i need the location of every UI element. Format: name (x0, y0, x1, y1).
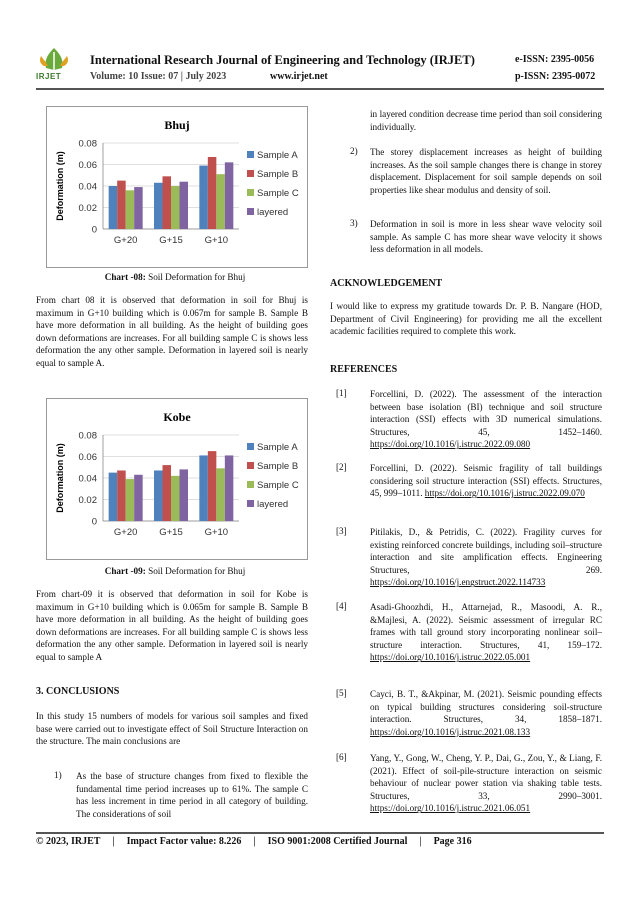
bar-sample-b-gplus15 (163, 176, 172, 229)
y-axis-label: Deformation (m) (55, 151, 65, 221)
reference-3-number: [3] (336, 526, 347, 536)
legend-label: Sample B (257, 461, 299, 472)
x-tick-label: G+15 (159, 527, 183, 538)
reference-4-doi-link[interactable]: https://doi.org/10.1016/j.istruc.2022.05.001 (370, 652, 531, 663)
logo-text: IRJET (36, 72, 62, 81)
conclusion-item-2-number: 2) (350, 146, 358, 156)
x-tick-label: G+15 (159, 235, 183, 246)
volume-issue: Volume: 10 Issue: 07 | July 2023 (90, 71, 227, 82)
bar-layered-gplus15 (180, 469, 189, 521)
legend-label: Sample C (257, 188, 299, 199)
chart-title: Bhuj (164, 118, 190, 132)
y-tick-label: 0.02 (78, 495, 97, 506)
y-tick-label: 0.08 (78, 430, 97, 442)
bar-sample-a-gplus20 (109, 473, 118, 521)
legend-label: layered (257, 499, 289, 510)
reference-3: Pitilakis, D., & Petridis, C. (2022). Fragility curves for existing reinforced concrete buildings, including soil–structure interaction and site amplification effects. Engineering Structures, 269. https://doi.org/10.1016/j.engstruct.2022.114733 (370, 527, 602, 588)
conclusion-item-3-number: 3) (350, 218, 358, 228)
legend-swatch (247, 462, 254, 469)
reference-4-number: [4] (336, 601, 347, 611)
legend-swatch (247, 481, 254, 488)
x-tick-label: G+20 (113, 235, 138, 246)
x-tick-label: G+10 (204, 527, 229, 538)
acknowledgement-text: I would like to express my gratitude towards Dr. P. B. Nangare (HOD, Department of Civil Engineering) for providing me all the excellent academic facilities required to complete this work. (330, 301, 602, 337)
y-tick-label: 0.04 (78, 181, 97, 193)
pissn: p-ISSN: 2395-0072 (515, 71, 596, 82)
conclusion-item-1-continued: in layered condition decrease time period than soil considering individually. (370, 109, 602, 132)
bar-sample-c-gplus15 (171, 186, 180, 229)
legend-label: Sample A (257, 442, 298, 453)
reference-6: Yang, Y., Gong, W., Cheng, Y. P., Dai, G., Zou, Y., & Liang, F. (2021). Effect of soil-pile-structure interaction on seismic behaviour of nuclear power station via shaking table tests. Structures, 33, 2990–3001. https://doi.org/10.1016/j.istruc.2021.06.051 (370, 753, 602, 814)
conclusion-item-1-number: 1) (54, 770, 62, 780)
chart-bhuj-svg (47, 107, 307, 267)
chart-bhuj (46, 106, 308, 268)
bar-sample-a-gplus20 (109, 186, 118, 229)
footer: © 2023, IRJET | Impact Factor value: 8.226 | ISO 9001:2008 Certified Journal | Page 316 (36, 836, 472, 847)
bar-layered-gplus10 (225, 162, 234, 229)
bar-sample-b-gplus20 (117, 470, 126, 521)
reference-3-doi-link[interactable]: https://doi.org/10.1016/j.engstruct.2022.114733 (370, 577, 546, 588)
references-heading: REFERENCES (330, 364, 398, 375)
legend-swatch (247, 170, 254, 177)
paragraph-chart-09: From chart-09 it is observed that deformation in soil for Kobe is maximum in G+10 building which is 0.065m for sample B. Sample B have more deformation in all building. As the height of building goes down deformations are increases. For all building sample C is shows less deformation the any other sample. Deformation in layered soil is nearly equal to sample A (36, 589, 308, 662)
bar-sample-c-gplus10 (216, 174, 225, 229)
paragraph-chart-08: From chart 08 it is observed that deformation in soil for Bhuj is maximum in G+10 building which is 0.067m for sample B. Sample B have more deformation in all building. As the height of building goes down deformations are increases. For all building sample C is shows less deformation the any other sample. Deformation in layered soil is nearly equal to sample A. (36, 295, 308, 368)
y-tick-label: 0 (91, 224, 97, 236)
conclusions-intro: In this study 15 numbers of models for various soil samples and fixed base were carried out to investigate effect of Soil Structure Interaction on the structure. The main conclusions are (36, 711, 308, 747)
conclusion-item-3-text: Deformation in soil is more in less shear wave velocity soil sample. As sample C has more shear wave velocity it shows less deformation in all models. (370, 219, 602, 255)
chart-09-caption: Chart -09: Soil Deformation for Bhuj (104, 566, 246, 576)
reference-2: Forcellini, D. (2022). Seismic fragility of tall buildings considering soil structure interaction (SSI) effects. Structures, 45, 999–1011. https://doi.org/10.1016/j.istruc.2022.09.070 (370, 463, 602, 499)
y-axis-label: Deformation (m) (55, 443, 65, 513)
footer-page-number: Page 316 (433, 836, 472, 847)
bar-layered-gplus20 (134, 187, 143, 229)
y-tick-label: 0.04 (78, 473, 97, 485)
y-tick-label: 0 (91, 516, 97, 528)
y-tick-label: 0.08 (78, 138, 97, 150)
bar-sample-a-gplus10 (199, 455, 208, 521)
eissn: e-ISSN: 2395-0056 (515, 54, 595, 65)
reference-4: Asadi-Ghoozhdi, H., Attarnejad, R., Masoodi, A. R., &Majlesi, A. (2022). Seismic assessment of irregular RC frames with tall ground story incorporating nonlinear soil–structure interaction. Structures, 41, 159–172. https://doi.org/10.1016/j.istruc.2022.05.001 (370, 602, 602, 663)
acknowledgement-heading: ACKNOWLEDGEMENT (330, 278, 443, 289)
reference-1-number: [1] (336, 388, 347, 398)
reference-2-number: [2] (336, 462, 347, 472)
x-tick-label: G+10 (204, 235, 229, 246)
bar-sample-c-gplus10 (216, 468, 225, 521)
x-tick-label: G+20 (113, 527, 138, 538)
chart-kobe (46, 398, 308, 560)
legend-swatch (247, 189, 254, 196)
conclusions-heading: 3. CONCLUSIONS (36, 686, 120, 697)
journal-title: International Research Journal of Engineering and Technology (IRJET) (90, 53, 475, 67)
y-tick-label: 0.06 (78, 160, 97, 171)
footer-copyright: © 2023, IRJET (36, 836, 101, 847)
footer-iso: ISO 9001:2008 Certified Journal (267, 836, 408, 847)
reference-2-doi-link[interactable]: https://doi.org/10.1016/j.istruc.2022.09.070 (424, 488, 585, 499)
irjet-logo-icon (38, 46, 70, 72)
conclusion-item-2-text: The storey displacement increases as height of building increases. As the soil sample changes there is change in storey displacement. Displacement for soil sample depends on soil properties like shear modulus and density of soil. (370, 147, 602, 195)
chart-title: Kobe (163, 410, 191, 424)
reference-5: Cayci, B. T., &Akpinar, M. (2021). Seismic pounding effects on typical building structures considering soil-structure interaction. Structures, 34, 1858–1871. https://doi.org/10.1016/j.istruc.2021.08.133 (370, 689, 602, 737)
reference-1-doi-link[interactable]: https://doi.org/10.1016/j.istruc.2022.09.080 (370, 439, 531, 450)
reference-5-number: [5] (336, 688, 347, 698)
bar-sample-b-gplus15 (163, 465, 172, 521)
conclusion-item-1-text: As the base of structure changes from fixed to flexible the fundamental time period increases up to 61%. The sample C has less increment in time period in all category of building. The considerations of soil (76, 771, 308, 819)
footer-impact-factor: Impact Factor value: 8.226 (126, 836, 242, 847)
bar-sample-c-gplus15 (171, 476, 180, 521)
legend-label: Sample C (257, 480, 299, 491)
legend-swatch (247, 443, 254, 450)
header-divider (36, 88, 604, 90)
bar-layered-gplus15 (180, 182, 189, 229)
bar-sample-b-gplus10 (208, 157, 217, 229)
chart-08-caption: Chart -08: Soil Deformation for Bhuj (104, 272, 246, 282)
y-tick-label: 0.06 (78, 452, 97, 463)
reference-5-doi-link[interactable]: https://doi.org/10.1016/j.istruc.2021.08.133 (370, 726, 531, 737)
bar-sample-b-gplus20 (117, 181, 126, 229)
chart-kobe-svg (47, 399, 307, 559)
legend-swatch (247, 208, 254, 215)
reference-1: Forcellini, D. (2022). The assessment of the interaction between base isolation (BI) technique and soil structure interaction (SSI) effects with 3D numerical simulations. Structures, 45, 1452–1460. https://doi.org/10.1016/j.istruc.2022.09.080 (370, 389, 602, 450)
legend-label: Sample A (257, 150, 298, 161)
footer-divider (36, 832, 604, 834)
bar-layered-gplus20 (134, 475, 143, 521)
y-tick-label: 0.02 (78, 203, 97, 214)
legend-swatch (247, 151, 254, 158)
bar-sample-a-gplus10 (199, 166, 208, 229)
bar-sample-a-gplus15 (154, 470, 163, 521)
reference-6-doi-link[interactable]: https://doi.org/10.1016/j.istruc.2021.06.051 (370, 803, 531, 814)
bar-layered-gplus10 (225, 455, 234, 521)
legend-label: layered (257, 207, 289, 218)
reference-6-number: [6] (336, 752, 347, 762)
bar-sample-c-gplus20 (126, 479, 134, 521)
legend-swatch (247, 500, 254, 507)
bar-sample-c-gplus20 (126, 190, 134, 229)
legend-label: Sample B (257, 169, 299, 180)
bar-sample-b-gplus10 (208, 451, 217, 521)
bar-sample-a-gplus15 (154, 183, 163, 229)
journal-website[interactable]: www.irjet.net (270, 71, 328, 82)
